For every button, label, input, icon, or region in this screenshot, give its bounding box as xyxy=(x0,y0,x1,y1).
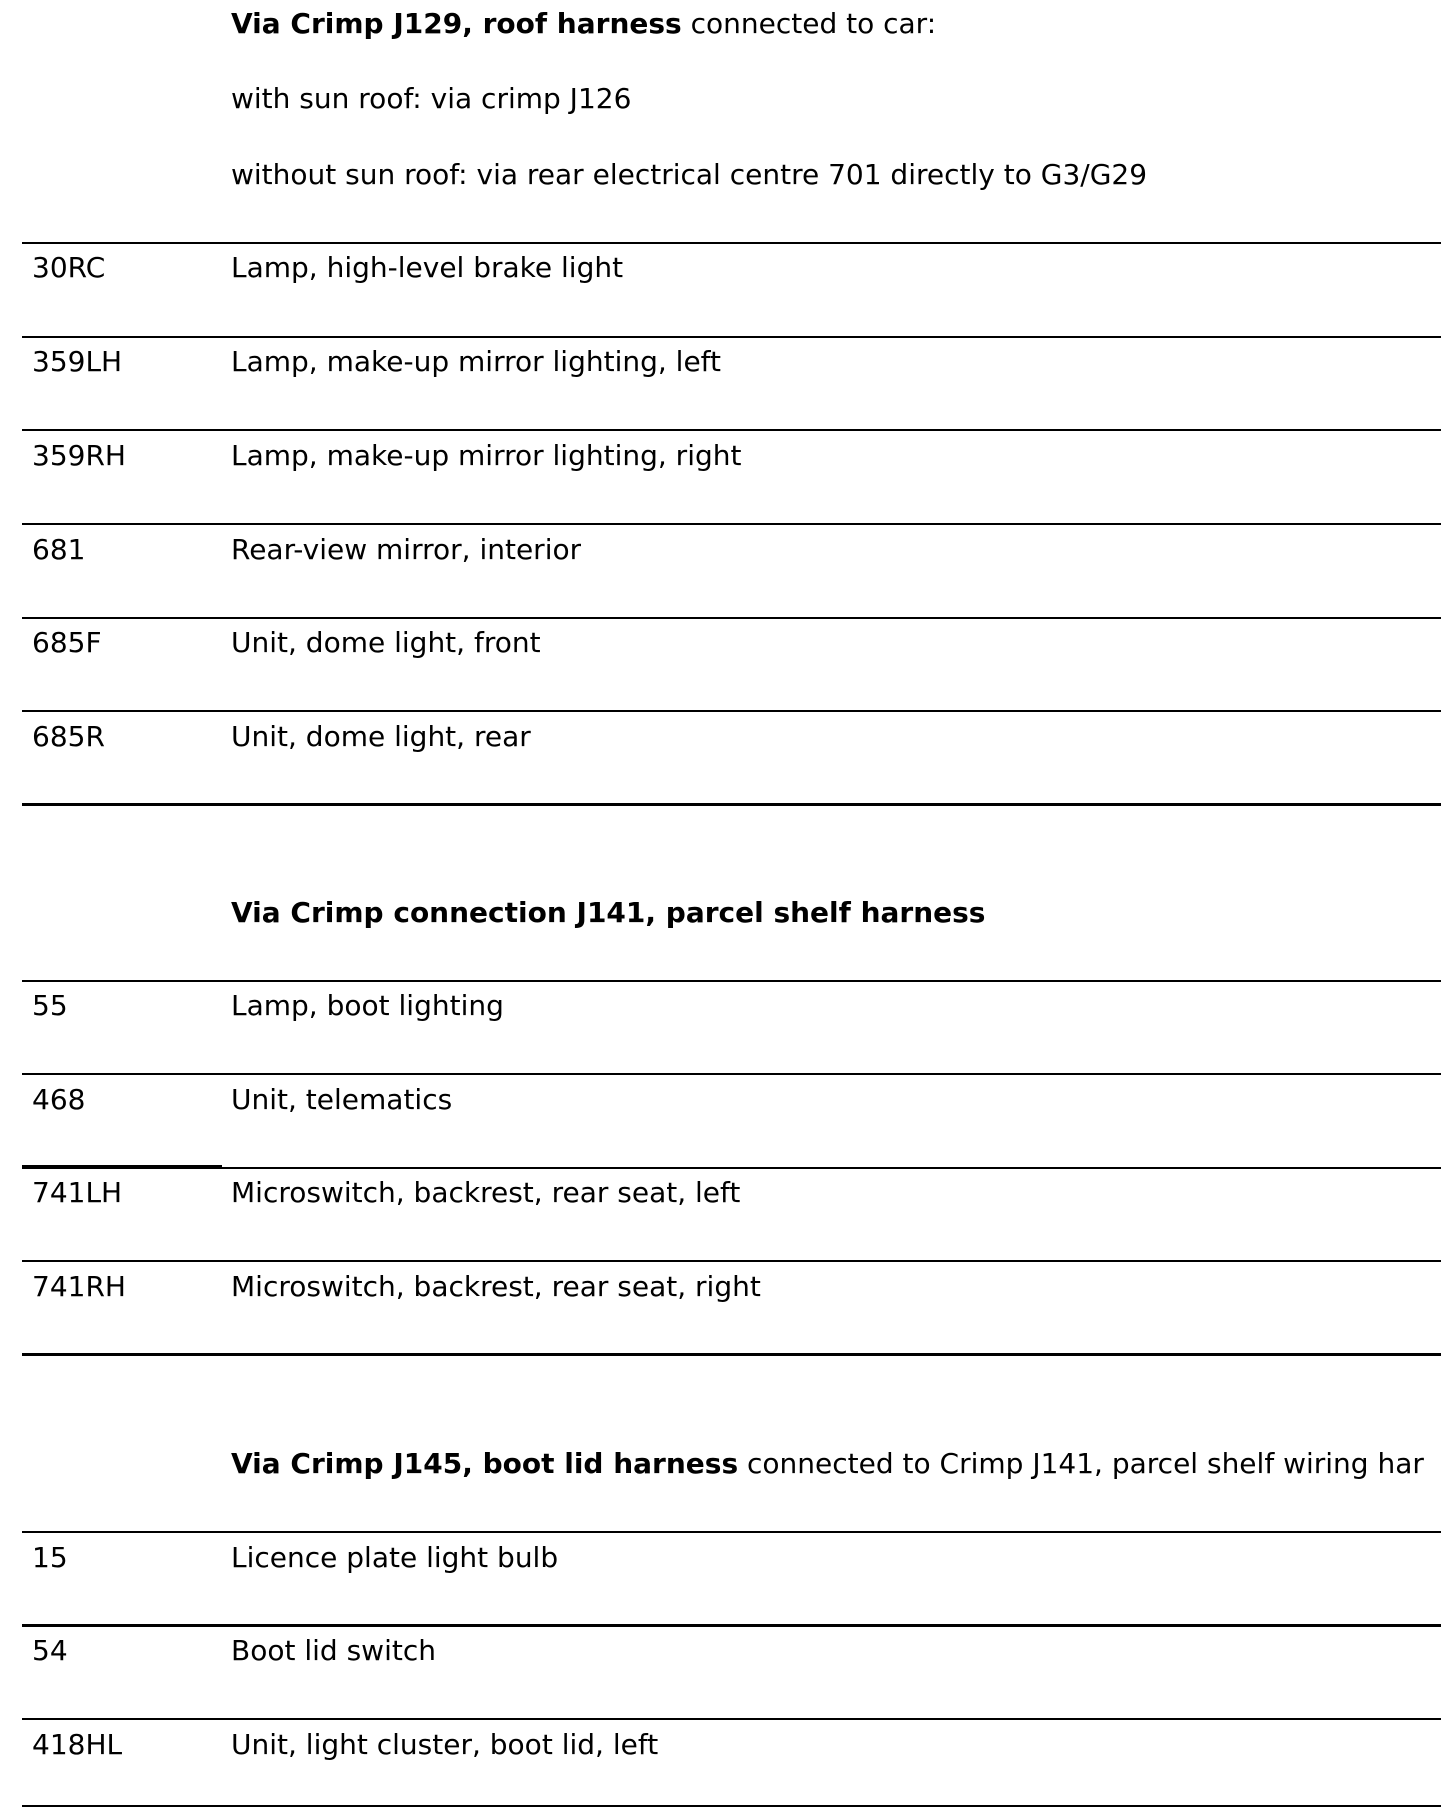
table-rule xyxy=(22,710,1441,712)
component-description: Unit, telematics xyxy=(231,1083,453,1116)
component-description: Lamp, make-up mirror lighting, left xyxy=(231,345,722,378)
component-code: 685F xyxy=(32,626,102,659)
component-code: 681 xyxy=(32,533,86,566)
component-description: Unit, dome light, front xyxy=(231,626,541,659)
table-rule xyxy=(22,617,1441,619)
component-code: 741RH xyxy=(32,1270,126,1303)
section-heading-j141: Via Crimp connection J141, parcel shelf harness xyxy=(231,896,986,929)
component-code: 468 xyxy=(32,1083,86,1116)
table-rule xyxy=(22,523,1441,525)
table-rule xyxy=(22,1718,1441,1720)
heading-bold: Via Crimp J145, boot lid harness xyxy=(231,1447,739,1480)
heading-bold: Via Crimp J129, roof harness xyxy=(231,7,682,40)
table-rule xyxy=(22,242,1441,244)
heading-rest: connected to car: xyxy=(681,7,937,40)
component-code: 418HL xyxy=(32,1728,123,1761)
component-description: Licence plate light bulb xyxy=(231,1541,559,1574)
table-rule xyxy=(22,1531,1441,1533)
component-code: 741LH xyxy=(32,1176,123,1209)
table-rule xyxy=(22,1260,1441,1262)
component-code: 55 xyxy=(32,989,68,1022)
component-description: Microswitch, backrest, rear seat, right xyxy=(231,1270,761,1303)
component-code: 30RC xyxy=(32,251,106,284)
section-heading-j129 xyxy=(231,7,1426,41)
table-rule-segment xyxy=(22,1165,222,1167)
table-rule xyxy=(22,803,1441,806)
component-description: Boot lid switch xyxy=(231,1634,436,1667)
component-description: Lamp, high-level brake light xyxy=(231,251,624,284)
component-description: Rear-view mirror, interior xyxy=(231,533,582,566)
component-description: Lamp, boot lighting xyxy=(231,989,504,1022)
note-sun-roof: with sun roof: via crimp J126 xyxy=(231,82,632,115)
table-rule xyxy=(22,1073,1441,1075)
component-description: Unit, dome light, rear xyxy=(231,720,531,753)
table-rule xyxy=(22,1624,1441,1627)
component-code: 359RH xyxy=(32,439,126,472)
component-description: Unit, light cluster, boot lid, left xyxy=(231,1728,659,1761)
table-rule xyxy=(22,1805,1441,1807)
table-rule xyxy=(22,1353,1441,1356)
component-description: Microswitch, backrest, rear seat, left xyxy=(231,1176,741,1209)
section-heading-j145 xyxy=(231,1447,1426,1481)
component-code: 15 xyxy=(32,1541,68,1574)
component-description: Lamp, make-up mirror lighting, right xyxy=(231,439,742,472)
component-code: 685R xyxy=(32,720,105,753)
table-rule xyxy=(22,429,1441,431)
heading-rest: connected to Crimp J141, parcel shelf wiring har xyxy=(738,1447,1424,1480)
component-code: 359LH xyxy=(32,345,123,378)
note-no-sun-roof: without sun roof: via rear electrical centre 701 directly to G3/G29 xyxy=(231,158,1148,191)
component-code: 54 xyxy=(32,1634,68,1667)
table-rule xyxy=(22,336,1441,338)
table-rule xyxy=(22,1167,1441,1169)
table-rule xyxy=(22,980,1441,982)
